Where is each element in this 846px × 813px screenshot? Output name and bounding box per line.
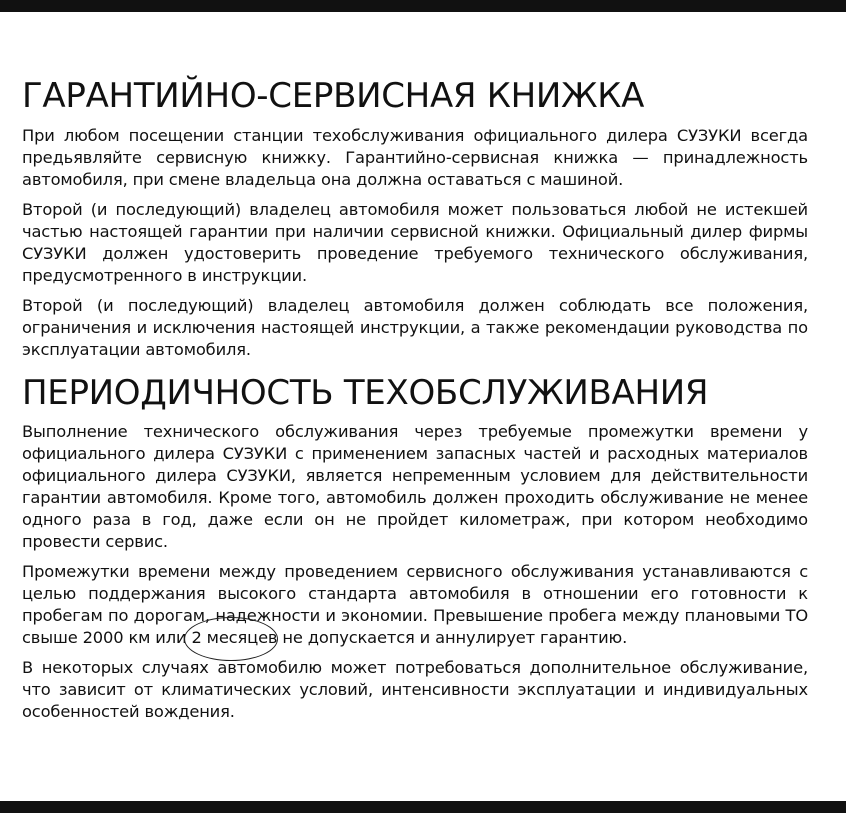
circled-text: 2 месяцев <box>191 628 278 647</box>
paragraph-maintenance-conditions: Выполнение технического обслуживания через требуемые промежутки времени у официального дилера СУЗУКИ с применением запасных частей и расходных материалов официального дилера СУЗУКИ, является непременным условием для действительности гарантии автомобиля. Кроме того, автомобиль должен проходить обслуживание не менее одного раза в год, даже если он не пройдет километраж, при котором необходимо провести сервис. <box>22 422 808 551</box>
bottom-border-bar <box>0 801 846 813</box>
interval-text-after: не допускается и аннулирует гарантию. <box>277 628 628 647</box>
heading-warranty-book: ГАРАНТИЙНО-СЕРВИСНАЯ КНИЖКА <box>22 76 645 116</box>
paragraph-additional-service: В некоторых случаях автомобилю может потребоваться дополнительное обслуживание, что зависит от климатических условий, интенсивности эксплуатации и индивидуальных особенностей вождения. <box>22 658 808 721</box>
top-border-bar <box>0 0 846 12</box>
paragraph-service-book-presentation: При любом посещении станции техобслуживания официального дилера СУЗУКИ всегда предьявляйте сервисную книжку. Гарантийно-сервисная книжка — принадлежность автомобиля, при смене владельца она должна оставаться с машиной. <box>22 126 808 189</box>
interval-text-before: Промежутки времени между проведением сервисного обслуживания устанавливаются с целью поддержания высокого стандарта автомобиля в отношении его готовности к пробегам по дорогам, надежности и экономии. Превышение пробега между плановыми ТО свыше 2000 км или <box>22 562 808 647</box>
document-body <box>22 74 808 731</box>
paragraph-owner-obligations: Второй (и последующий) владелец автомобиля должен соблюдать все положения, ограничения и исключения настоящей инструкции, а также рекомендации руководства по эксплуатации автомобиля. <box>22 296 808 359</box>
paragraph-maintenance-intervals <box>22 561 808 649</box>
heading-maintenance-intervals: ПЕРИОДИЧНОСТЬ ТЕХОБСЛУЖИВАНИЯ <box>22 373 709 413</box>
circled-annotation <box>191 627 277 649</box>
paragraph-subsequent-owner-warranty: Второй (и последующий) владелец автомобиля может пользоваться любой не истекшей частью настоящей гарантии при наличии сервисной книжки. Официальный дилер фирмы СУЗУКИ должен удостоверить проведение требуемого технического обслуживания, предусмотренного в инструкции. <box>22 200 808 285</box>
